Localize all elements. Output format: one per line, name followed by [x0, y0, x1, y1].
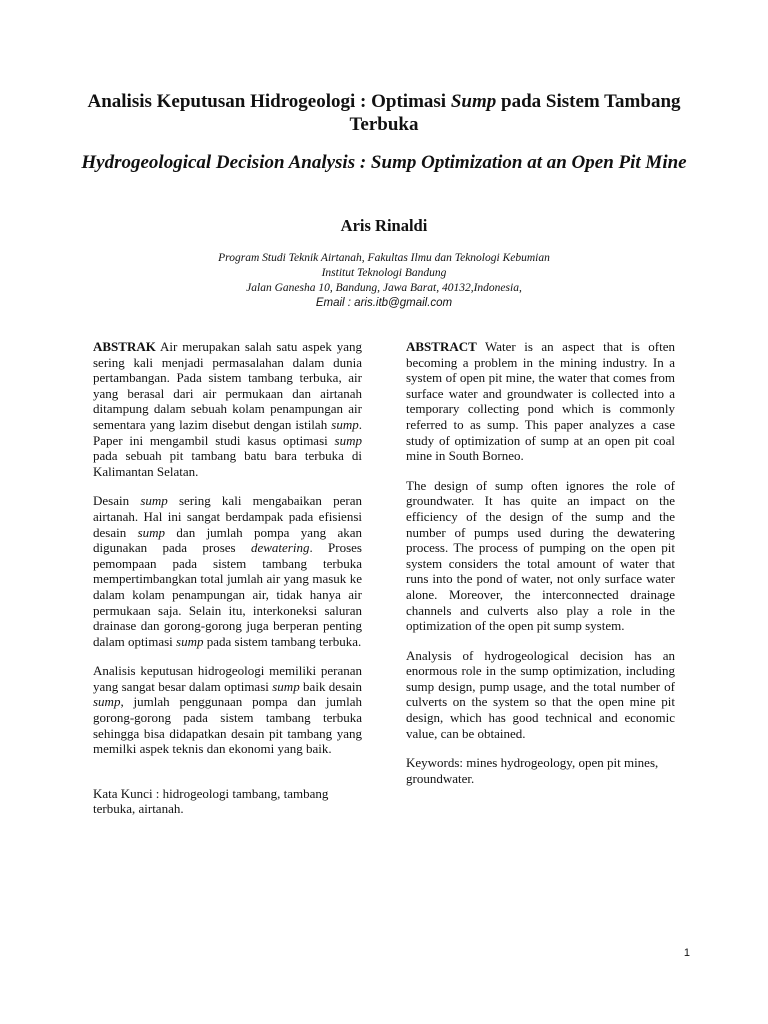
title-english: Hydrogeological Decision Analysis : Sump Optimization at an Open Pit Mine	[81, 152, 687, 173]
abstrak-paragraph-2: Desain sump sering kali mengabaikan peran airtanah. Hal ini sangat berdampak pada efisiensi desain sump dan jumlah pompa yang akan digunakan pada proses dewatering. Proses pemompaan pada sistem tambang terbuka mempertimbangkan total jumlah air yang masuk ke dalam kolam penampungan air, tidak hanya air permukaan saja. Selain itu, interkoneksi saluran drainase dan gorong-gorong juga berperan penting dalam optimasi sump pada sistem tambang terbuka.	[93, 493, 363, 649]
kata-kunci: Kata Kunci : hidrogeologi tambang, tambang terbuka, airtanah.	[93, 785, 329, 817]
author-name: Aris Rinaldi	[340, 216, 428, 235]
affiliation-line-2: Institut Teknologi Bandung	[321, 267, 447, 279]
abstract-column	[406, 339, 675, 800]
affiliation-line-1: Program Studi Teknik Airtanah, Fakultas Ilmu dan Teknologi Kebumian	[218, 252, 550, 264]
title-indonesian-italic: Sump	[450, 91, 497, 112]
abstrak-column	[93, 339, 362, 831]
title-indonesian	[60, 90, 708, 136]
affiliation-block	[60, 251, 708, 311]
affiliation-line-3: Jalan Ganesha 10, Bandung, Jawa Barat, 40132,Indonesia,	[246, 282, 522, 294]
title-indonesian-part2: pada Sistem Tambang Terbuka	[349, 91, 681, 135]
abstrak-paragraph-3: Analisis keputusan hidrogeologi memiliki peranan yang sangat besar dalam optimasi sump baik desain sump, jumlah penggunaan pompa dan jumlah gorong-gorong pada sistem tambang terbuka sehingga bisa didapatkan desain pit tambang yang memilki aspek teknis dan ekonomi yang baik.	[93, 663, 363, 757]
abstract-paragraph-2: The design of sump often ignores the role of groundwater. It has quite an impact on the efficiency of the design of the sump and the number of pumps used during the dewatering process. The process of pumping on the open pit system considers the total amount of water that runs into the pond of water, not only surface water alone. Moreover, the interconnected drainage channels and culverts also play a role in the optimization of the open pit sump system.	[406, 477, 675, 634]
keywords: Keywords: mines hydrogeology, open pit mines, groundwater.	[406, 755, 659, 786]
abstrak-paragraph-1: ABSTRAK Air merupakan salah satu aspek yang sering kali menjadi permasalahan dalam dunia pertambangan. Pada sistem tambang terbuka, air yang berasal dari air permukaan dan airtanah ditampung dalam sebuah kolam penampungan air sementara yang lazim disebut dengan istilah sump. Paper ini mengambil studi kasus optimasi sump pada sebuah pit tambang batu bara terbuka di Kalimantan Selatan.	[93, 339, 362, 479]
page-number: 1	[683, 947, 690, 959]
abstract-paragraph-1: ABSTRACT Water is an aspect that is often becoming a problem in the mining industry. In a system of open pit mine, the water that comes from surface water and groundwater is collected into a temporary collecting pond which is commonly referred to as sump. This paper analyzes a case study of optimization of sump at an open pit coal mine in South Borneo.	[406, 339, 675, 464]
title-indonesian-part1: Analisis Keputusan Hidrogeologi : Optimasi	[87, 91, 451, 112]
abstract-paragraph-3: Analysis of hydrogeological decision has an enormous role in the sump optimization, including sump design, pump usage, and the total number of culverts on the system so that the open mine pit design, which has good technical and economic value, can be obtained.	[406, 647, 675, 741]
affiliation-email: Email : aris.itb@gmail.com	[315, 297, 453, 309]
abstrak-heading: ABSTRAK	[93, 339, 156, 354]
abstract-heading: ABSTRACT	[406, 339, 477, 354]
